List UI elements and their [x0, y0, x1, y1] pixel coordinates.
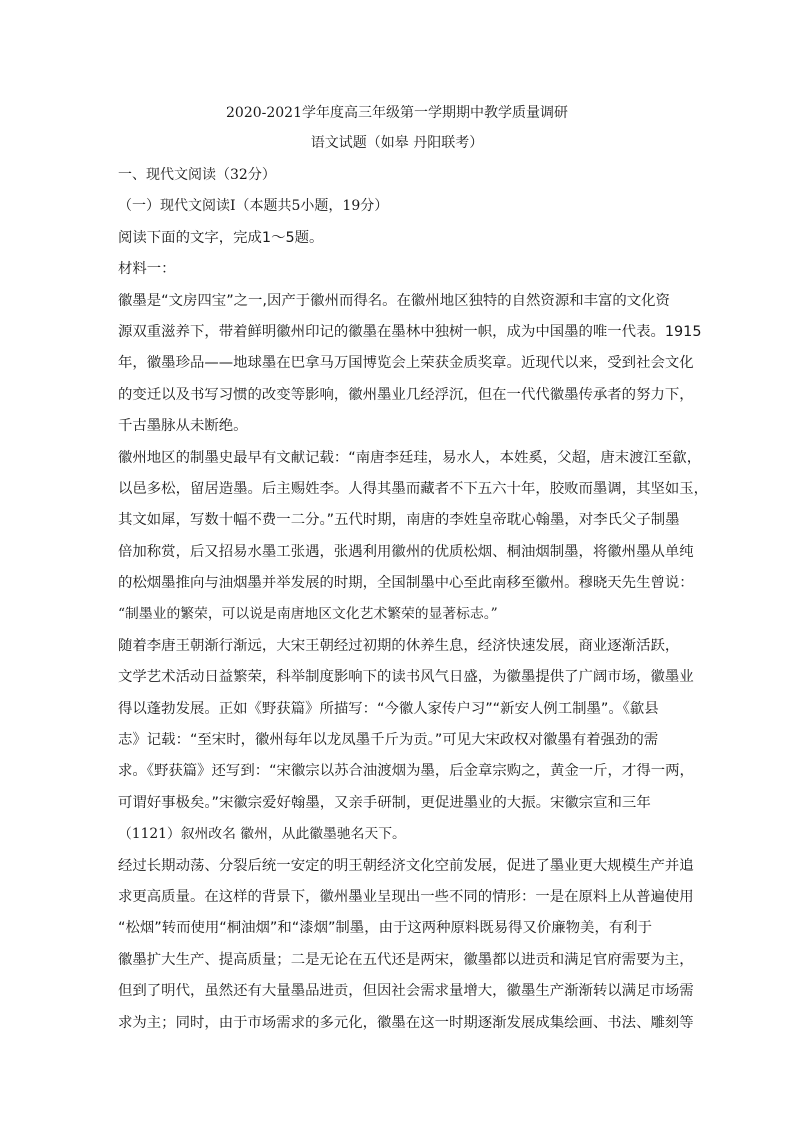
instruction-line: 阅读下面的文字，完成1～5题。 [118, 229, 324, 246]
text-line: 得以蓬勃发展。正如《野获篇》所描写：“今徽人家传户习”“新安人例工制墨”。《歙县 [118, 700, 659, 717]
text-line: 以邑多松，留居造墨。后主赐姓李。人得其墨而藏者不下五六十年，胶败而墨调，其坚如玉， [118, 480, 709, 497]
text-line: 求更高质量。在这样的背景下，徽州墨业呈现出一些不同的情形：一是在原料上从普遍使用 [118, 888, 694, 905]
text-line: 求为主；同时，由于市场需求的多元化，徽墨在这一时期逐渐发展成集绘画、书法、雕刻等 [118, 1014, 694, 1031]
material-label: 材料一： [118, 261, 176, 278]
document-subtitle: 语文试题（如皋 丹阳联考） [310, 135, 484, 151]
text-line: 志》记载：“至宋时，徽州每年以龙凤墨千斤为贡。”可见大宋政权对徽墨有着强劲的需 [118, 732, 659, 749]
text-line: 年，徽墨珍品——地球墨在巴拿马万国博览会上荣获金质奖章。近现代以来，受到社会文化 [118, 355, 694, 372]
text-line: 的变迁以及书写习惯的改变等影响，徽州墨业几经浮沉，但在一代代徽墨传承者的努力下， [118, 386, 694, 403]
text-line: 求。《野获篇》还写到：“宋徽宗以苏合油渡烟为墨，后金章宗购之，黄金一斤，才得一两， [118, 763, 694, 780]
text-line: 文学艺术活动日益繁荣，科举制度影响下的读书风气日盛，为徽墨提供了广阔市场，徽墨业 [118, 669, 694, 686]
text-line: “制墨业的繁荣，可以说是南唐地区文化艺术繁荣的显著标志。” [118, 606, 498, 623]
text-line: 的松烟墨推向与油烟墨并举发展的时期，全国制墨中心至此南移至徽州。穆晓天先生曾说： [118, 575, 694, 592]
text-line: 可谓好事极矣。”宋徽宗爱好翰墨，又亲手研制，更促进墨业的大振。宋徽宗宣和三年 [118, 794, 651, 811]
section-heading: 一、现代文阅读（32分） [118, 167, 276, 183]
text-line: “松烟”转而使用“桐油烟”和“漆烟”制墨，由于这两种原料既易得又价廉物美，有利于 [118, 920, 653, 937]
text-line: 其文如犀，写数十幅不费一二分。”五代时期，南唐的李姓皇帝耽心翰墨，对李氏父子制墨 [118, 512, 680, 529]
text-line: 徽墨扩大生产、提高质量；二是无论在五代还是两宋，徽墨都以进贡和满足官府需要为主， [118, 951, 694, 968]
text-line: 经过长期动荡、分裂后统一安定的明王朝经济文化空前发展，促进了墨业更大规模生产并追 [118, 857, 694, 874]
text-line: 但到了明代，虽然还有大量墨品进贡，但因社会需求量增大，徽墨生产渐渐转以满足市场需 [118, 983, 694, 1000]
text-line: 千古墨脉从未断绝。 [118, 418, 248, 435]
text-line: 徽墨是“文房四宝”之一,因产于徽州而得名。在徽州地区独特的自然资源和丰富的文化资 [118, 292, 670, 309]
text-line: 源双重滋养下，带着鲜明徽州印记的徽墨在墨林中独树一帜，成为中国墨的唯一代表。1915 [118, 323, 702, 340]
text-line: 倍加称赏，后又招易水墨工张遇，张遇利用徽州的优质松烟、桐油烟制墨，将徽州墨从单纯 [118, 543, 694, 560]
text-line: （1121）叙州改名 徽州，从此徽墨驰名天下。 [118, 826, 406, 843]
document-body [118, 160, 709, 1039]
text-line: 徽州地区的制墨史最早有文献记载：“南唐李廷珪，易水人，本姓奚，父超，唐末渡江至歙， [118, 449, 702, 466]
text-line: 随着李唐王朝渐行渐远，大宋王朝经过初期的休养生息，经济快速发展，商业逐渐活跃， [118, 637, 680, 654]
document-title: 2020-2021学年度高三年级第一学期期中教学质量调研 [226, 105, 568, 121]
subsection-heading: （一）现代文阅读Ⅰ（本题共5小题，19分） [118, 198, 389, 215]
